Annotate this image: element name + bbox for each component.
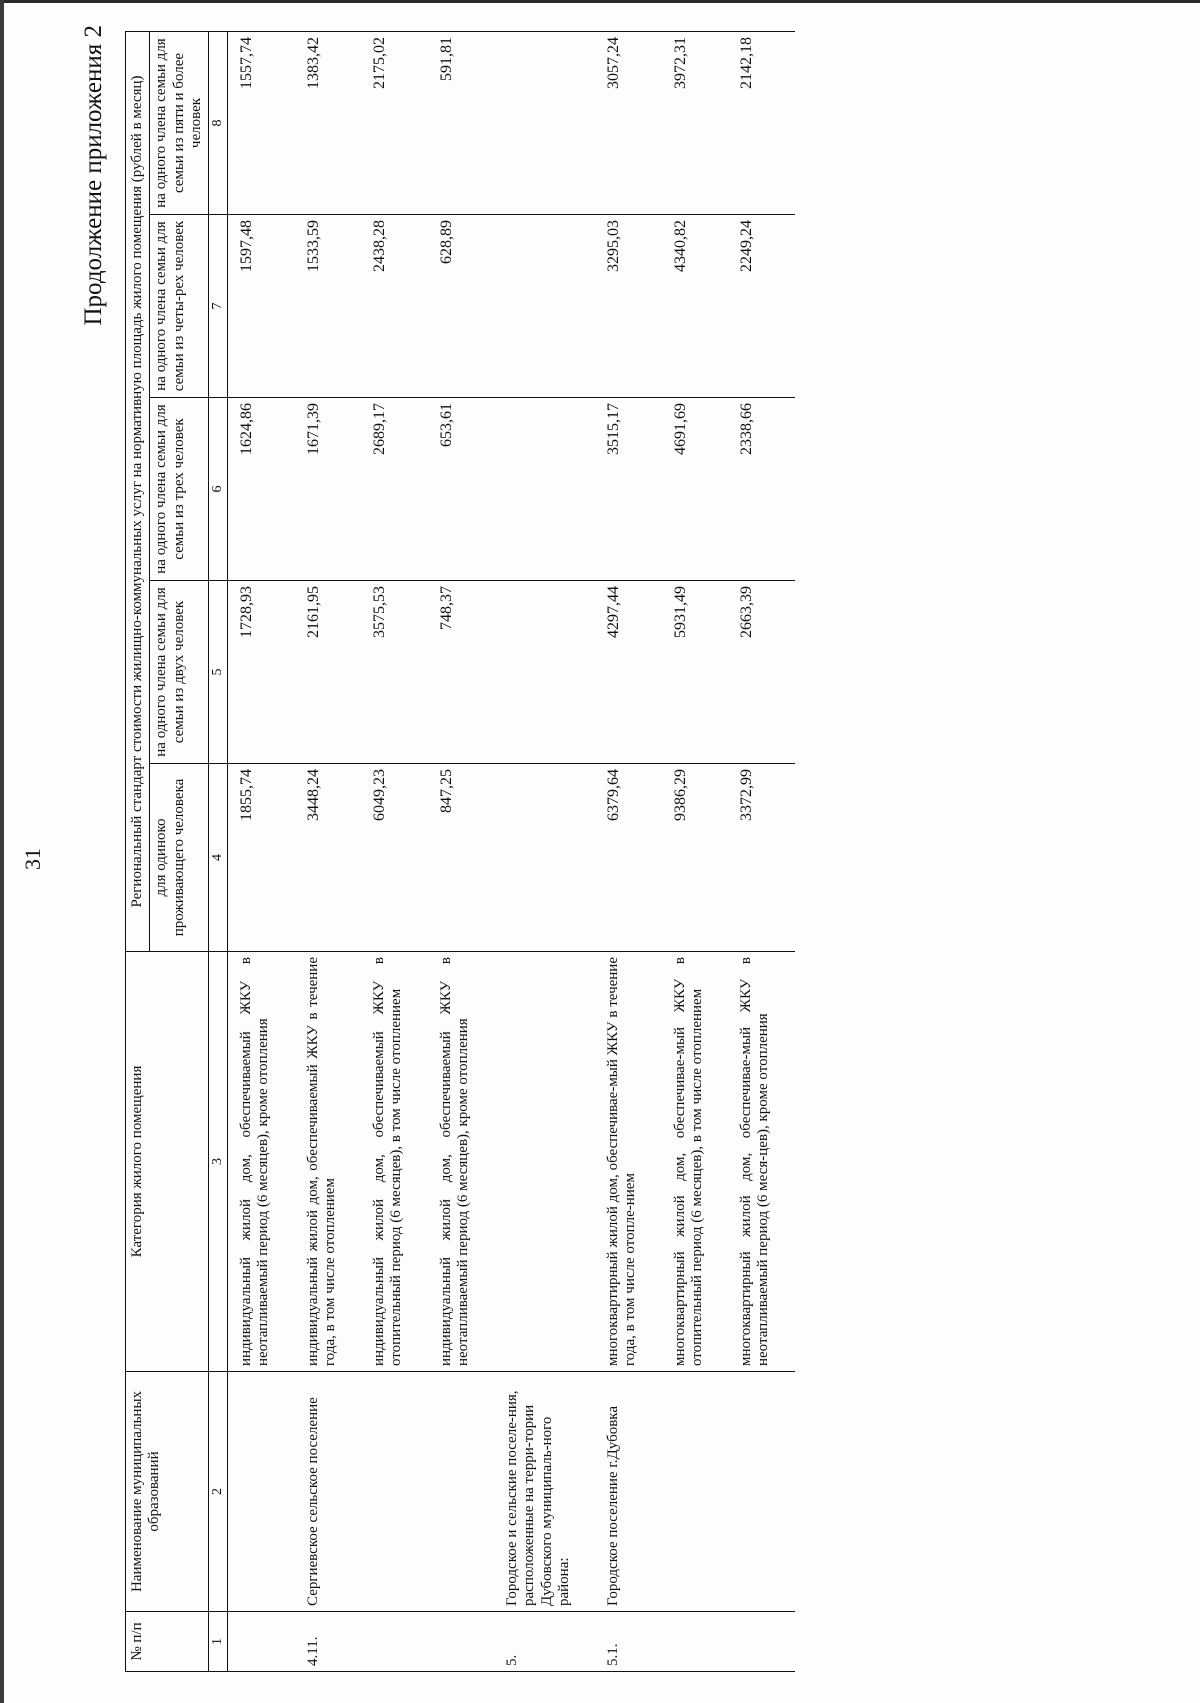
row-value-6: 3515,17: [595, 398, 662, 581]
row-index: 5.1.: [595, 1612, 662, 1672]
row-value-7: 3295,03: [595, 215, 662, 398]
row-value-6: [494, 398, 595, 581]
row-value-4: 9386,29: [662, 764, 729, 952]
table-row: [494, 32, 595, 1672]
row-value-7: 2438,28: [361, 215, 428, 398]
row-value-4: 1855,74: [228, 764, 295, 952]
row-value-7: [494, 215, 595, 398]
col-number-4: 4: [209, 764, 228, 952]
row-value-7: 1597,48: [228, 215, 295, 398]
row-category: индивидуальный жилой дом, обеспечиваемый ЖКУ в течение года, в том числе отоплением: [295, 952, 362, 1372]
row-name: [228, 1372, 295, 1612]
table-row: [662, 32, 729, 1672]
row-index: 4.11.: [295, 1612, 362, 1672]
row-value-4: 6049,23: [361, 764, 428, 952]
row-index: [662, 1612, 729, 1672]
row-index: [428, 1612, 495, 1672]
table-row: [428, 32, 495, 1672]
header-col-7: на одного члена семьи для семьи из четы-рех человек: [150, 215, 209, 398]
header-category: Категория жилого помещения: [126, 952, 209, 1372]
row-value-5: 1728,93: [228, 581, 295, 764]
row-category: многоквартирный жилой дом, обеспечивае-мый ЖКУ в течение года, в том числе отопле-нием: [595, 952, 662, 1372]
row-category: многоквартирный жилой дом, обеспечивае-мый ЖКУ в неотапливаемый период (6 меся-цев), кроме отопления: [728, 952, 795, 1372]
row-value-5: [494, 581, 595, 764]
row-value-5: 2663,39: [728, 581, 795, 764]
row-name: [728, 1372, 795, 1612]
row-value-7: 2249,24: [728, 215, 795, 398]
row-value-6: 2689,17: [361, 398, 428, 581]
header-name: Наименование муниципальных образований: [126, 1372, 209, 1612]
row-value-8: 3972,31: [662, 32, 729, 215]
row-name: [428, 1372, 495, 1612]
row-value-5: 5931,49: [662, 581, 729, 764]
row-name: [662, 1372, 729, 1612]
row-category: индивидуальный жилой дом, обеспечиваемый ЖКУ в неотапливаемый период (6 месяцев), кроме отопления: [228, 952, 295, 1372]
row-value-4: 847,25: [428, 764, 495, 952]
header-col-5: на одного члена семьи для семьи из двух человек: [150, 581, 209, 764]
row-index: [228, 1612, 295, 1672]
row-value-8: 1557,74: [228, 32, 295, 215]
row-value-5: 2161,95: [295, 581, 362, 764]
row-value-8: 1383,42: [295, 32, 362, 215]
row-value-8: 591,81: [428, 32, 495, 215]
scan-edge-left: [0, 0, 4, 1703]
col-number-6: 6: [209, 398, 228, 581]
col-number-1: 1: [209, 1612, 228, 1672]
tariff-table: [125, 31, 795, 1672]
row-value-8: [494, 32, 595, 215]
row-value-4: [494, 764, 595, 952]
row-name: Городское и сельские поселе-ния, расположенные на терри-тории Дубовского муниципаль-ного района:: [494, 1372, 595, 1612]
row-value-8: 2175,02: [361, 32, 428, 215]
row-index: 5.: [494, 1612, 595, 1672]
header-col-4: для одиноко проживающего человека: [150, 764, 209, 952]
header-index: № п/п: [126, 1612, 209, 1672]
row-value-4: 6379,64: [595, 764, 662, 952]
table-row: [295, 32, 362, 1672]
row-category: индивидуальный жилой дом, обеспечиваемый ЖКУ в неотапливаемый период (6 месяцев), кроме отопления: [428, 952, 495, 1372]
row-value-8: 2142,18: [728, 32, 795, 215]
row-value-4: 3372,99: [728, 764, 795, 952]
table-row: [728, 32, 795, 1672]
row-value-6: 4691,69: [662, 398, 729, 581]
header-col-6: на одного члена семьи для семьи из трех человек: [150, 398, 209, 581]
row-value-6: 1671,39: [295, 398, 362, 581]
row-value-4: 3448,24: [295, 764, 362, 952]
row-value-5: 748,37: [428, 581, 495, 764]
row-name: Городское поселение г.Дубовка: [595, 1372, 662, 1612]
col-number-8: 8: [209, 32, 228, 215]
row-name: Сергиевское сельское поселение: [295, 1372, 362, 1612]
row-value-7: 4340,82: [662, 215, 729, 398]
col-number-3: 3: [209, 952, 228, 1372]
row-index: [728, 1612, 795, 1672]
col-number-5: 5: [209, 581, 228, 764]
row-value-7: 1533,59: [295, 215, 362, 398]
row-value-5: 3575,53: [361, 581, 428, 764]
header-standard-group: Региональный стандарт стоимости жилищно-коммунальных услуг на нормативную площадь жилого помещения (рублей в месяц): [126, 32, 150, 952]
table-row: [361, 32, 428, 1672]
header-col-8: на одного члена семьи для семьи из пяти и более человек: [150, 32, 209, 215]
row-value-7: 628,89: [428, 215, 495, 398]
row-value-6: 1624,86: [228, 398, 295, 581]
row-category: [494, 952, 595, 1372]
col-number-7: 7: [209, 215, 228, 398]
row-value-6: 2338,66: [728, 398, 795, 581]
row-value-8: 3057,24: [595, 32, 662, 215]
row-category: многоквартирный жилой дом, обеспечивае-мый ЖКУ в отопительный период (6 месяцев), в том числе отоплением: [662, 952, 729, 1372]
table-row: [228, 32, 295, 1672]
page-number: 31: [20, 848, 45, 870]
row-category: индивидуальный жилой дом, обеспечиваемый ЖКУ в отопительный период (6 месяцев), в том числе отоплением: [361, 952, 428, 1372]
table-row: [595, 32, 662, 1672]
row-value-6: 653,61: [428, 398, 495, 581]
row-index: [361, 1612, 428, 1672]
row-name: [361, 1372, 428, 1612]
rotated-page: [10, 0, 1190, 1690]
continuation-caption: Продолжение приложения 2: [80, 25, 107, 326]
col-number-2: 2: [209, 1372, 228, 1612]
row-value-5: 4297,44: [595, 581, 662, 764]
